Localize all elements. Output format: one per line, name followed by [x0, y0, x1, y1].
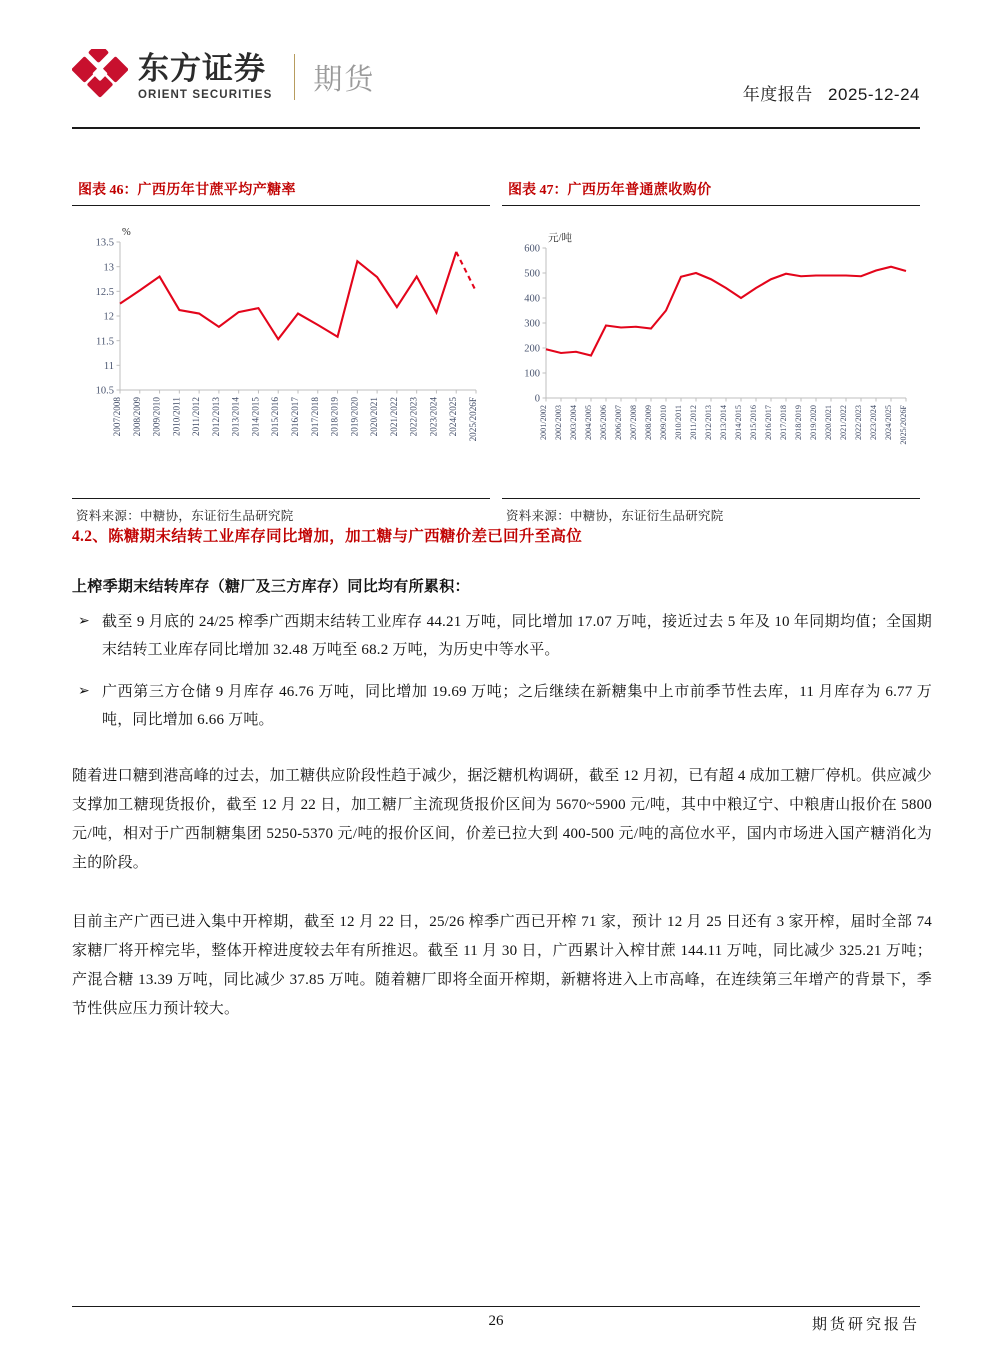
svg-text:2019/2020: 2019/2020 — [809, 405, 818, 441]
section-heading: 4.2、陈糖期末结转工业库存同比增加，加工糖与广西糖价差已回升至高位 — [72, 528, 583, 545]
svg-text:2011/2012: 2011/2012 — [191, 397, 202, 436]
svg-text:2013/2014: 2013/2014 — [719, 405, 728, 441]
svg-text:13.5: 13.5 — [95, 237, 114, 249]
svg-text:500: 500 — [524, 268, 540, 280]
svg-text:%: % — [122, 227, 131, 238]
figure-46-source: 资料来源：中糖协，东证衍生品研究院 — [76, 509, 294, 523]
page-footer — [72, 1313, 920, 1333]
svg-text:10.5: 10.5 — [95, 385, 114, 397]
svg-text:2001/2002: 2001/2002 — [539, 405, 548, 441]
brand-name-cn: 东方证券 — [138, 51, 266, 87]
figure-47-chart — [502, 205, 920, 499]
svg-text:2007/2008: 2007/2008 — [112, 397, 122, 437]
svg-text:2023/2024: 2023/2024 — [428, 397, 439, 437]
svg-text:12.5: 12.5 — [95, 286, 114, 298]
svg-text:0: 0 — [534, 393, 540, 405]
svg-text:2018/2019: 2018/2019 — [794, 405, 803, 441]
svg-text:2025/2026F: 2025/2026F — [899, 405, 908, 445]
svg-text:400: 400 — [524, 293, 540, 305]
bullet-list — [72, 608, 932, 748]
figure-46 — [72, 172, 490, 524]
svg-text:2016/2017: 2016/2017 — [764, 405, 773, 441]
svg-text:2020/2021: 2020/2021 — [824, 405, 833, 441]
svg-text:2019/2020: 2019/2020 — [349, 397, 360, 437]
svg-text:13: 13 — [103, 262, 114, 274]
svg-text:2021/2022: 2021/2022 — [839, 405, 848, 441]
section-lead-text: 上榨季期末结转库存（糖厂及三方库存）同比均有所累积： — [72, 579, 470, 595]
svg-text:2006/2007: 2006/2007 — [614, 405, 623, 441]
list-item-text: 广西第三方仓储 9 月库存 46.76 万吨，同比增加 19.69 万吨；之后继续在新糖集中上市前季节性去库，11 月库存为 6.77 万吨，同比增加 6.66 万吨。 — [102, 684, 932, 728]
svg-text:2011/2012: 2011/2012 — [689, 405, 698, 440]
svg-text:元/吨: 元/吨 — [548, 233, 572, 244]
svg-text:2017/2018: 2017/2018 — [779, 405, 788, 441]
figure-47-title — [502, 172, 920, 205]
footer-divider — [72, 1306, 920, 1307]
svg-text:2022/2023: 2022/2023 — [854, 405, 863, 441]
figure-47 — [502, 172, 920, 524]
svg-text:2012/2013: 2012/2013 — [704, 405, 713, 441]
logo-divider — [294, 54, 295, 100]
list-item — [72, 678, 932, 734]
svg-text:2014/2015: 2014/2015 — [250, 397, 261, 437]
svg-text:2017/2018: 2017/2018 — [309, 397, 320, 437]
brand-subtitle: 期货 — [313, 63, 376, 96]
figure-46-label: 图表 46： — [78, 183, 138, 198]
figure-46-title — [72, 172, 490, 205]
svg-text:2004/2005: 2004/2005 — [584, 405, 593, 441]
svg-text:2008/2009: 2008/2009 — [644, 405, 653, 441]
orient-securities-diamond-logo-icon — [72, 49, 128, 105]
page-header — [72, 46, 920, 126]
svg-text:2014/2015: 2014/2015 — [734, 405, 743, 441]
svg-text:2016/2017: 2016/2017 — [290, 397, 300, 437]
figures-section — [72, 172, 920, 524]
figure-46-title-text: 广西历年甘蔗平均产糖率 — [137, 183, 296, 198]
svg-text:200: 200 — [524, 343, 540, 355]
report-type-label: 年度报告 — [742, 85, 813, 104]
svg-text:2015/2016: 2015/2016 — [270, 397, 281, 437]
svg-text:2023/2024: 2023/2024 — [869, 405, 878, 441]
svg-text:2009/2010: 2009/2010 — [659, 405, 668, 441]
figure-47-title-text: 广西历年普通蔗收购价 — [567, 183, 712, 198]
svg-text:2009/2010: 2009/2010 — [151, 397, 162, 437]
svg-text:12: 12 — [103, 311, 114, 323]
page-number: 26 — [488, 1313, 504, 1329]
svg-text:2013/2014: 2013/2014 — [230, 397, 241, 437]
body-paragraph-2: 目前主产广西已进入集中开榨期，截至 12 月 22 日，25/26 榨季广西已开榨 71 家，预计 12 月 25 日还有 3 家开榨，届时全部 74 家糖厂将开榨完毕，整体开榨进度较去年有所推迟。截至 11 月 30 日，广西累计入榨甘蔗 144.11 万吨，同比减少 325.21 万吨；产混合糖 13.39 万吨，同比减少 37.85 万吨。随着糖厂即将全面开榨期，新糖将进入上市高峰，在连续第三年增产的背景下，季节性供应压力预计较大。 — [72, 914, 932, 1017]
figure-47-label: 图表 47： — [508, 183, 568, 198]
svg-text:2002/2003: 2002/2003 — [554, 405, 563, 441]
body-paragraph-1: 随着进口糖到港高峰的过去，加工糖供应阶段性趋于减少，据泛糖机构调研，截至 12 月初，已有超 4 成加工糖厂停机。供应减少支撑加工糖现货报价，截至 12 月 22 日，加工糖厂主流现货报价区间为 5670~5900 元/吨，其中中粮辽宁、中粮唐山报价在 5800 元/吨，相对于广西制糖集团 5250-5370 元/吨的报价区间，价差已拉大到 400-500 元/吨的高位水平，国内市场进入国产糖消化为主的阶段。 — [72, 768, 932, 871]
list-item-text: 截至 9 月底的 24/25 榨季广西期末结转工业库存 44.21 万吨，同比增加 17.07 万吨，接近过去 5 年及 10 年同期均值；全国期末结转工业库存同比增加 32.48 万吨至 68.2 万吨，为历史中等水平。 — [102, 614, 932, 658]
header-divider — [72, 127, 920, 129]
svg-text:300: 300 — [524, 318, 540, 330]
svg-text:600: 600 — [524, 243, 540, 255]
figure-46-chart — [72, 205, 490, 499]
svg-text:2003/2004: 2003/2004 — [569, 405, 578, 441]
svg-text:2012/2013: 2012/2013 — [210, 397, 221, 437]
footer-report-label: 期货研究报告 — [811, 1317, 920, 1333]
brand-name-en: ORIENT SECURITIES — [138, 88, 273, 101]
header-report-meta — [743, 80, 920, 105]
svg-text:2024/2025: 2024/2025 — [448, 397, 459, 437]
svg-text:2025/2026F: 2025/2026F — [468, 397, 478, 442]
svg-text:2005/2006: 2005/2006 — [599, 405, 608, 441]
svg-text:2020/2021: 2020/2021 — [369, 397, 380, 437]
list-item — [72, 608, 932, 664]
brand-logo-text — [138, 49, 272, 105]
svg-text:2022/2023: 2022/2023 — [408, 397, 419, 437]
svg-text:11.5: 11.5 — [96, 336, 114, 348]
svg-text:2010/2011: 2010/2011 — [674, 405, 683, 440]
svg-text:2015/2016: 2015/2016 — [749, 405, 758, 441]
svg-text:2024/2025: 2024/2025 — [884, 405, 893, 441]
svg-text:100: 100 — [524, 368, 540, 380]
svg-text:2021/2022: 2021/2022 — [388, 397, 399, 437]
figure-47-source: 资料来源：中糖协，东证衍生品研究院 — [506, 509, 724, 523]
svg-text:11: 11 — [103, 360, 114, 372]
report-date: 2025-12-24 — [828, 85, 920, 104]
bullet-arrow-icon: ➢ — [78, 614, 90, 629]
svg-text:2010/2011: 2010/2011 — [171, 397, 182, 436]
svg-text:2008/2009: 2008/2009 — [131, 397, 142, 437]
bullet-arrow-icon: ➢ — [78, 684, 90, 699]
svg-text:2007/2008: 2007/2008 — [629, 405, 638, 441]
svg-text:2018/2019: 2018/2019 — [329, 397, 340, 437]
